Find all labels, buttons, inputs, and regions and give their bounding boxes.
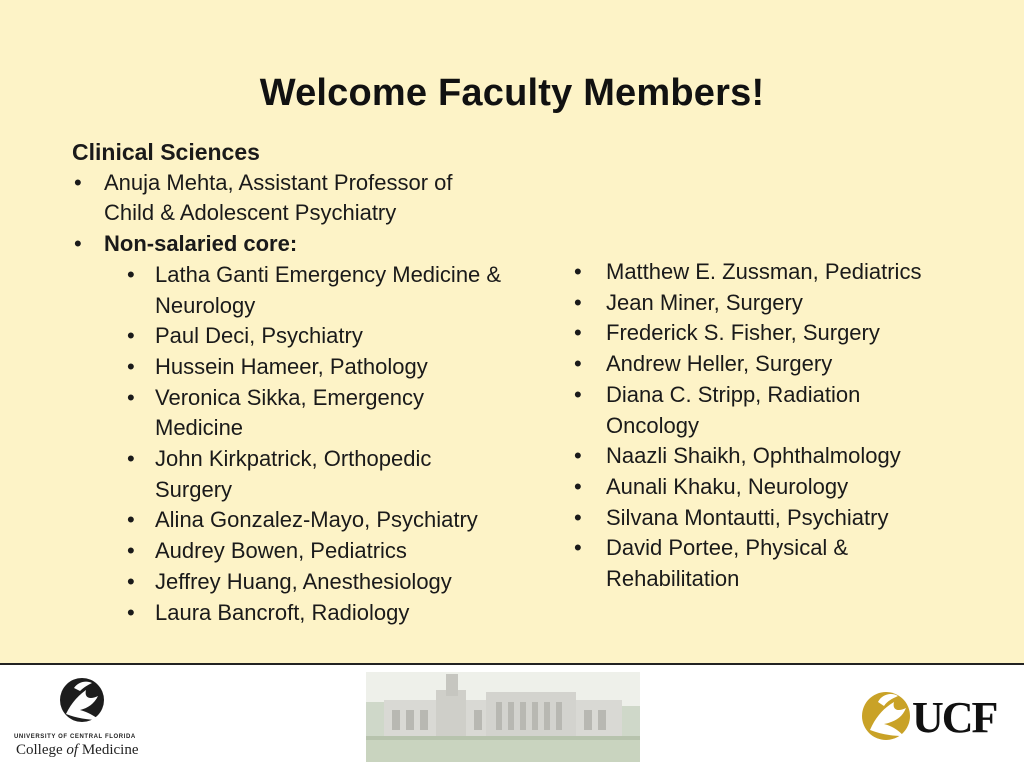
- list-item: • Frederick S. Fisher, Surgery: [574, 318, 974, 349]
- com-logo-small-text: UNIVERSITY OF CENTRAL FLORIDA: [14, 734, 136, 740]
- list-item: • Latha Ganti Emergency Medicine & Neurology: [124, 260, 535, 321]
- list-item: • Anuja Mehta, Assistant Professor of Child & Adolescent Psychiatry: [72, 168, 484, 229]
- list-item: • Andrew Heller, Surgery: [574, 349, 974, 380]
- list-item: • Jean Miner, Surgery: [574, 288, 974, 319]
- slide-title: Welcome Faculty Members!: [259, 72, 765, 114]
- com-logo-text-college: College: [16, 742, 67, 758]
- list-item: • Alina Gonzalez-Mayo, Psychiatry: [124, 505, 542, 536]
- building-image: [366, 672, 640, 762]
- core-list: [124, 260, 542, 628]
- right-column: [574, 257, 974, 595]
- com-logo-text-of: of: [66, 742, 79, 758]
- left-column: [72, 137, 542, 628]
- core-heading: Non-salaried core:: [104, 231, 298, 257]
- clinical-sciences-list: [72, 168, 542, 629]
- list-item: • Laura Bancroft, Radiology: [124, 598, 542, 629]
- list-item-core-heading: [72, 229, 542, 628]
- ucf-logo-text: UCF: [912, 693, 997, 742]
- section-heading: Clinical Sciences: [72, 139, 260, 165]
- list-item: • Diana C. Stripp, Radiation Oncology: [574, 380, 906, 441]
- list-item: • Paul Deci, Psychiatry: [124, 321, 542, 352]
- list-item: • Matthew E. Zussman, Pediatrics: [574, 257, 974, 288]
- list-item: • Jeffrey Huang, Anesthesiology: [124, 567, 542, 598]
- list-item: • Silvana Montautti, Psychiatry: [574, 503, 974, 534]
- list-item: • Audrey Bowen, Pediatrics: [124, 536, 542, 567]
- list-item: • Naazli Shaikh, Ophthalmology: [574, 441, 974, 472]
- list-item: • Hussein Hameer, Pathology: [124, 352, 542, 383]
- com-logo-text-medicine: Medicine: [78, 742, 139, 758]
- footer-divider: [0, 663, 1024, 665]
- faculty-list-right: [574, 257, 974, 595]
- list-item: • Aunali Khaku, Neurology: [574, 472, 974, 503]
- list-item: • David Portee, Physical & Rehabilitation: [574, 533, 896, 594]
- com-logo-text: [16, 742, 160, 759]
- list-item: • Veronica Sikka, Emergency Medicine: [124, 383, 445, 444]
- pegasus-icon: [14, 674, 158, 730]
- college-of-medicine-logo: [14, 674, 158, 762]
- ucf-logo: [860, 684, 1010, 748]
- list-item: • John Kirkpatrick, Orthopedic Surgery: [124, 444, 475, 505]
- pegasus-gold-icon: [860, 684, 916, 744]
